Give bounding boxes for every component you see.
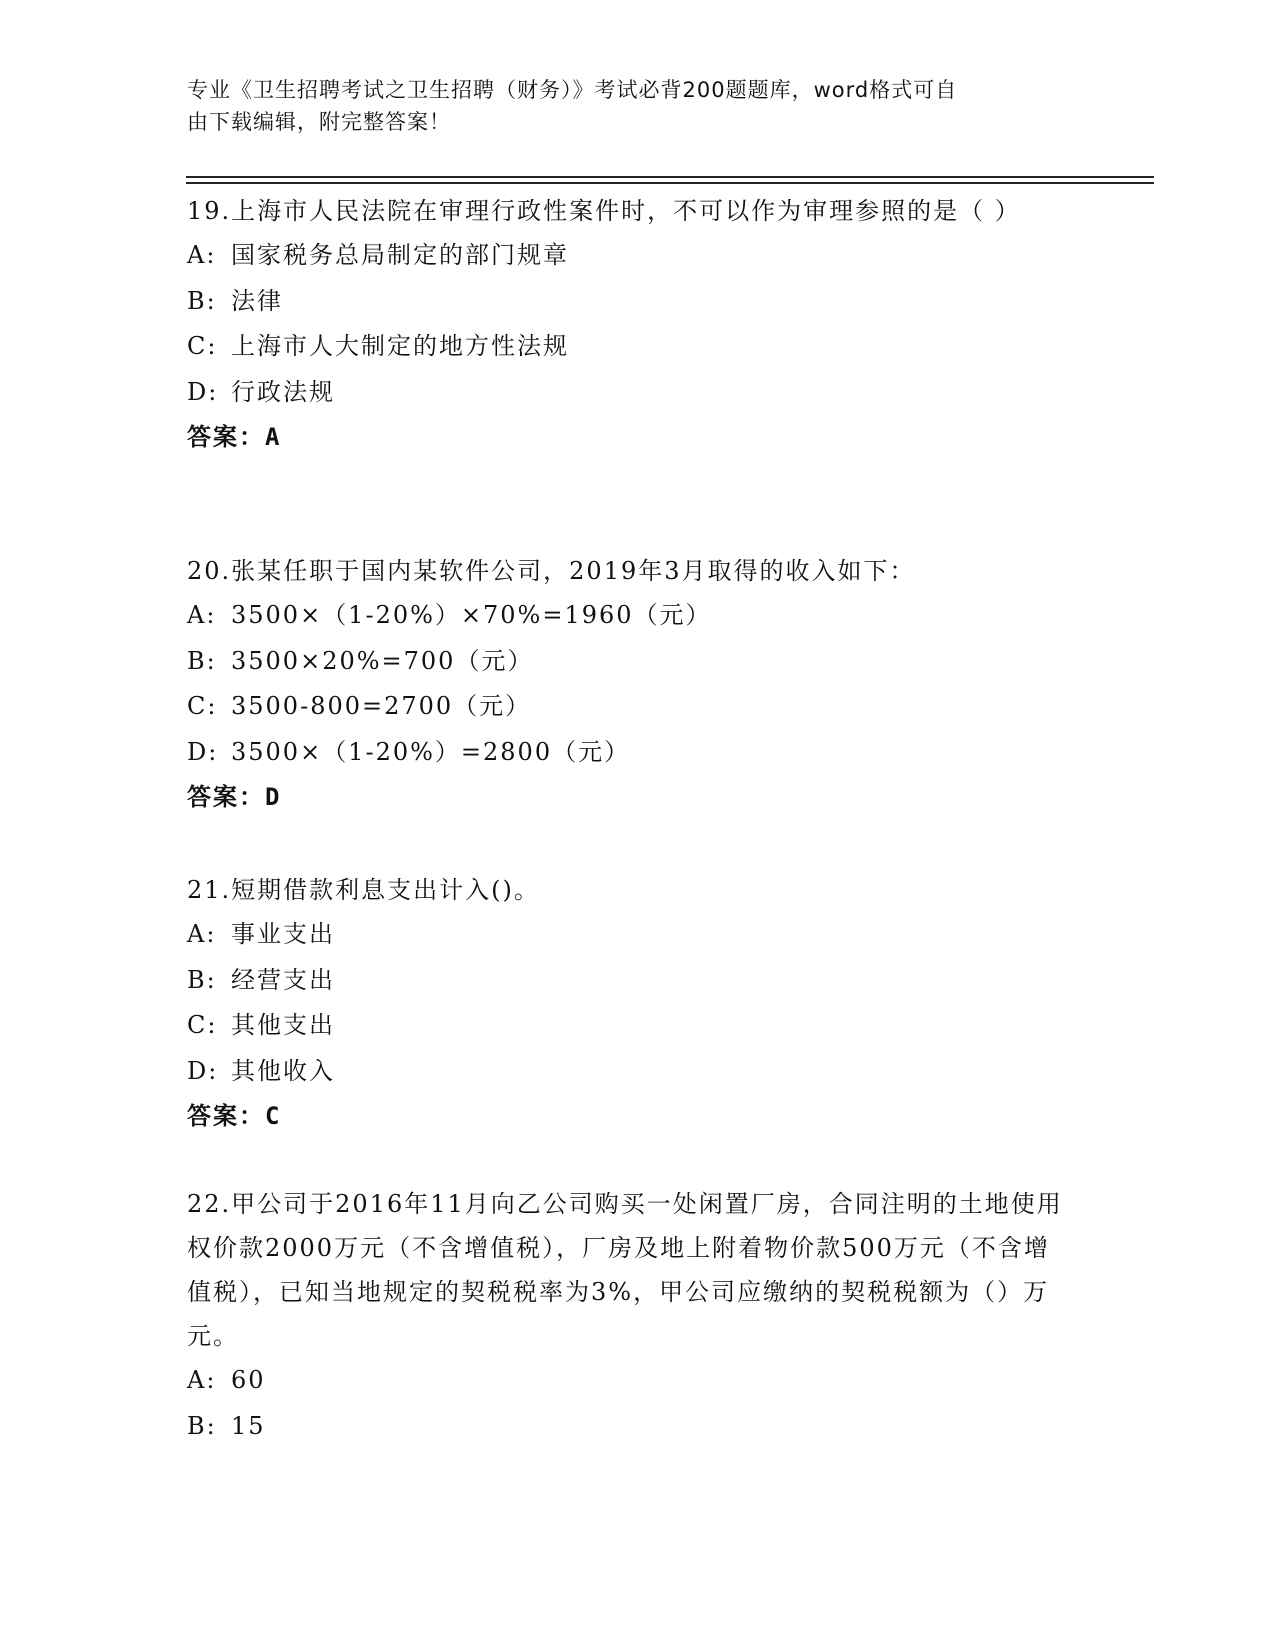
option-letter: A: xyxy=(187,241,217,269)
answer-label: 答案： xyxy=(187,1102,265,1130)
option-b xyxy=(187,279,1067,325)
option-letter: D: xyxy=(187,737,219,766)
option-a xyxy=(187,912,1067,958)
option-text: 3500×（1-20%）×70%=1960（元） xyxy=(231,601,712,629)
option-b xyxy=(187,958,1067,1004)
option-a xyxy=(187,1358,1067,1404)
option-text: 国家税务总局制定的部门规章 xyxy=(231,241,569,269)
option-text: 15 xyxy=(231,1411,266,1440)
question-22 xyxy=(187,1182,1067,1449)
option-text: 60 xyxy=(231,1366,266,1394)
option-letter: C: xyxy=(187,1011,218,1039)
answer-value: C xyxy=(265,1102,282,1130)
option-letter: B: xyxy=(187,646,217,675)
option-text: 经营支出 xyxy=(231,965,335,994)
option-text: 行政法规 xyxy=(231,377,335,406)
header-divider-bottom xyxy=(186,182,1154,184)
question-stem: 21.短期借款利息支出计入()。 xyxy=(187,876,540,904)
option-letter: B: xyxy=(187,286,217,315)
option-letter: D: xyxy=(187,377,219,406)
option-letter: D: xyxy=(187,1056,219,1085)
document-header xyxy=(187,74,1067,138)
option-d xyxy=(187,730,1067,776)
question-stem: 22.甲公司于2016年11月向乙公司购买一处闲置厂房，合同注明的土地使用权价款2000万元（不含增值税），厂房及地上附着物价款500万元（不含增值税），已知当地规定的契税税率为3%，甲公司应缴纳的契税税额为（）万元。 xyxy=(187,1190,1063,1350)
option-letter: B: xyxy=(187,1411,217,1440)
option-text: 其他收入 xyxy=(231,1056,335,1085)
header-line-1: 专业《卫生招聘考试之卫生招聘（财务）》考试必背200题题库，word格式可自 xyxy=(187,78,958,102)
question-stem: 19.上海市人民法院在审理行政性案件时，不可以作为审理参照的是（ ） xyxy=(187,197,1021,225)
option-letter: A: xyxy=(187,1366,217,1394)
answer-line xyxy=(187,415,1067,460)
option-letter: A: xyxy=(187,920,217,948)
option-a xyxy=(187,593,1067,639)
option-d xyxy=(187,1049,1067,1095)
option-text: 法律 xyxy=(231,286,283,315)
question-20 xyxy=(187,549,1067,820)
answer-line xyxy=(187,1094,1067,1139)
option-letter: B: xyxy=(187,965,217,994)
option-b xyxy=(187,639,1067,685)
option-text: 其他支出 xyxy=(231,1011,335,1039)
option-text: 上海市人大制定的地方性法规 xyxy=(231,332,569,360)
option-b xyxy=(187,1404,1067,1450)
option-text: 3500×（1-20%）=2800（元） xyxy=(231,737,631,766)
option-text: 3500×20%=700（元） xyxy=(231,646,534,675)
answer-value: A xyxy=(265,423,282,451)
option-text: 事业支出 xyxy=(231,920,335,948)
option-c xyxy=(187,324,1067,370)
answer-label: 答案： xyxy=(187,783,265,811)
option-d xyxy=(187,370,1067,416)
option-letter: C: xyxy=(187,332,218,360)
answer-line xyxy=(187,775,1067,820)
option-letter: A: xyxy=(187,601,217,629)
header-line-2: 由下载编辑，附完整答案！ xyxy=(187,110,451,134)
question-19 xyxy=(187,189,1067,460)
option-text: 3500-800=2700（元） xyxy=(231,692,532,720)
answer-value: D xyxy=(265,783,282,811)
option-a xyxy=(187,233,1067,279)
option-c xyxy=(187,1003,1067,1049)
question-stem: 20.张某任职于国内某软件公司，2019年3月取得的收入如下： xyxy=(187,557,916,585)
answer-label: 答案： xyxy=(187,423,265,451)
header-divider-top xyxy=(186,176,1154,178)
question-21 xyxy=(187,868,1067,1139)
option-letter: C: xyxy=(187,692,218,720)
option-c xyxy=(187,684,1067,730)
